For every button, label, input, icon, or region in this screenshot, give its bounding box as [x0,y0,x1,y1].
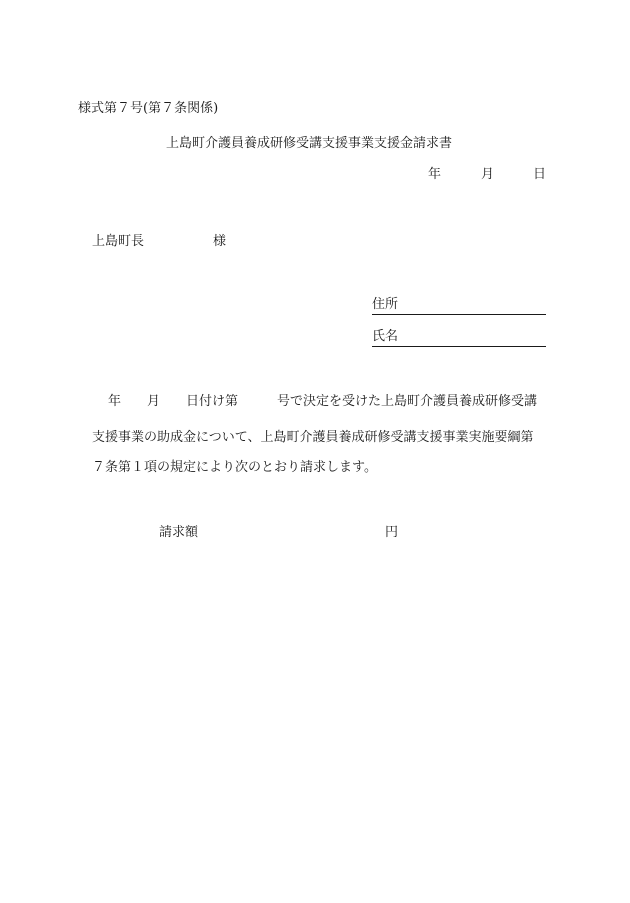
body-text-line-2: 支援事業の助成金について、上島町介護員養成研修受講支援事業実施要綱第 [92,430,534,445]
address-label: 住所 [372,297,399,312]
date-day-label: 日 [533,167,547,182]
body-text-line-1: 年 月 日付け第 号で決定を受けた上島町介護員養成研修受講 [108,394,538,409]
name-field[interactable] [372,329,546,347]
address-field[interactable] [372,297,546,315]
name-label: 氏名 [372,329,399,344]
date-month-label: 月 [481,167,495,182]
document-title: 上島町介護員養成研修受講支援事業支援金請求書 [166,136,453,151]
amount-label: 請求額 [159,525,199,540]
addressee-name: 上島町長 [92,234,145,249]
body-text-line-3: ７条第１項の規定により次のとおり請求します。 [92,460,377,475]
form-number: 様式第７号(第７条関係) [78,101,219,116]
amount-unit: 円 [385,525,399,540]
addressee-honorific: 様 [213,234,227,249]
date-year-label: 年 [428,167,442,182]
